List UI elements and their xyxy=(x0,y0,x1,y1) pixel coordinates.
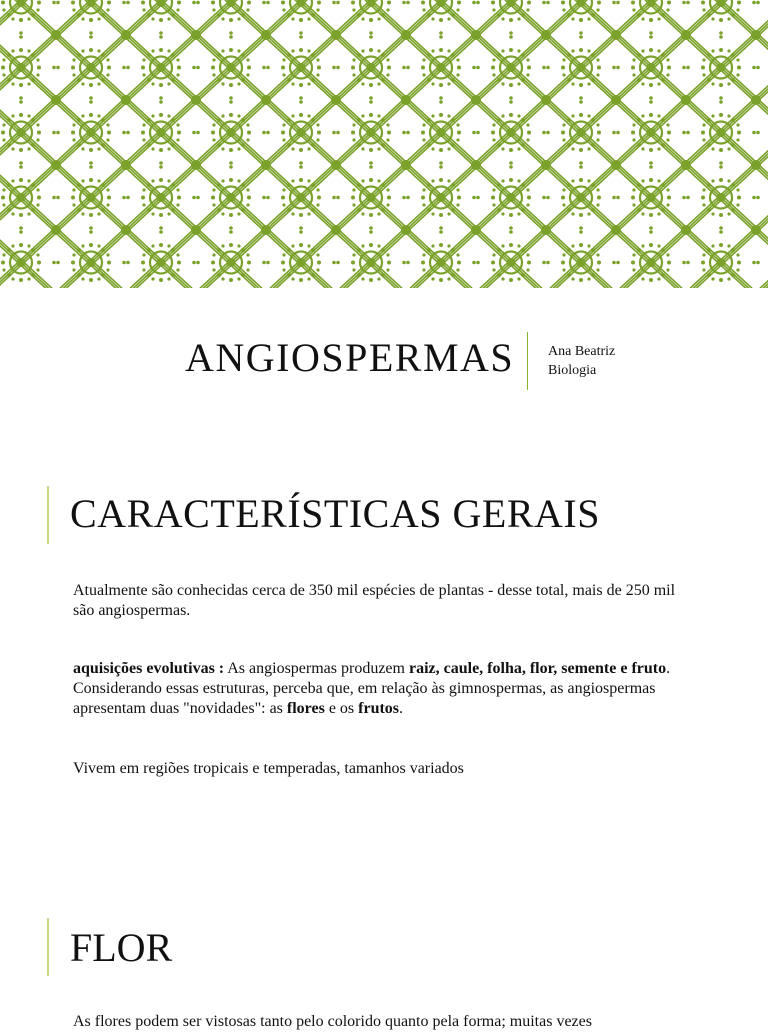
presentation-subtitle xyxy=(548,342,615,380)
section-title-flor: FLOR xyxy=(70,925,173,970)
section-title-caracteristicas: CARACTERÍSTICAS GERAIS xyxy=(70,491,600,536)
decorative-pattern-banner xyxy=(0,0,768,288)
paragraph-species-count: Atualmente são conhecidas cerca de 350 mil espécies de plantas - desse total, mais de 250 mil são angiospermas. xyxy=(73,582,676,619)
label-aquisicoes: aquisições evolutivas : xyxy=(73,660,225,677)
bold-frutos: frutos xyxy=(358,700,400,717)
text-run: e os xyxy=(324,700,359,717)
text-run: As angiospermas produzem xyxy=(224,660,409,677)
paragraph-evolutionary-acquisitions xyxy=(73,659,683,719)
text-run: . Considerando essas estruturas, perceba que, em relação às gimnospermas, as angiospermas apresentam duas "novidades": as xyxy=(73,660,671,717)
paragraph-flowers: As flores podem ser vistosas tanto pelo colorido quanto pela forma; muitas vezes xyxy=(73,1013,592,1030)
bold-structures: raiz, caule, folha, flor, semente e fruto xyxy=(408,660,667,677)
title-slide-header xyxy=(0,330,768,390)
text-run: . xyxy=(399,700,404,717)
presentation-title: ANGIOSPERMAS xyxy=(185,335,515,380)
author-name: Ana Beatriz xyxy=(548,344,616,359)
section-accent-bar xyxy=(47,918,49,976)
paragraph-habitat: Vivem em regiões tropicais e temperadas, tamanhos variados xyxy=(73,760,464,777)
bold-flores: flores xyxy=(286,700,325,717)
title-divider xyxy=(527,332,528,390)
section-accent-bar xyxy=(47,486,49,544)
subject-name: Biologia xyxy=(548,363,597,378)
